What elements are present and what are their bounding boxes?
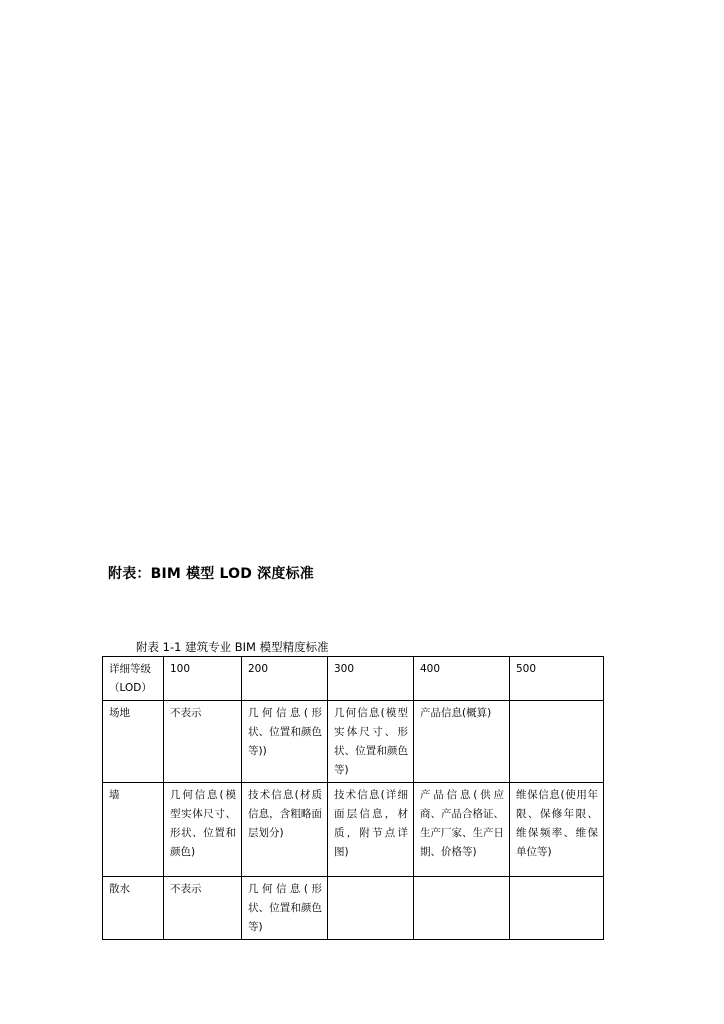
header-lod-300: 300 [328, 657, 414, 701]
table-cell: 几何信息(形状、位置和颜色等)) [242, 701, 328, 783]
table-cell: 技术信息(详细面层信息，材质，附节点详图) [328, 783, 414, 877]
table-cell [414, 877, 510, 940]
header-label-line1: 详细等级 [109, 663, 151, 675]
table-cell: 产品信息(概算) [414, 701, 510, 783]
table-cell: 产品信息(供应商、产品合格证、生产厂家、生产日期、价格等) [414, 783, 510, 877]
header-label-line2: （LOD） [109, 682, 152, 694]
table-cell: 不表示 [164, 701, 242, 783]
table-cell [510, 701, 604, 783]
header-lod-400: 400 [414, 657, 510, 701]
header-label-cell [103, 657, 164, 701]
table-cell: 技术信息(材质信息，含粗略面层划分) [242, 783, 328, 877]
table-cell [328, 877, 414, 940]
row-name-site: 场地 [103, 701, 164, 783]
header-lod-200: 200 [242, 657, 328, 701]
table-row [103, 783, 604, 877]
appendix-heading: 附表：BIM 模型 LOD 深度标准 [108, 566, 314, 582]
table-caption: 附表 1-1 建筑专业 BIM 模型精度标准 [136, 640, 329, 654]
header-lod-500: 500 [510, 657, 604, 701]
table-row [103, 701, 604, 783]
row-name-wall: 墙 [103, 783, 164, 877]
table-header-row [103, 657, 604, 701]
row-name-apron: 散水 [103, 877, 164, 940]
table-row [103, 877, 604, 940]
table-cell: 几何信息(模型实体尺寸、形状、位置和颜色等) [328, 701, 414, 783]
lod-standard-table [102, 656, 604, 940]
table-cell: 维保信息(使用年限、保修年限、维保频率、维保单位等) [510, 783, 604, 877]
header-lod-100: 100 [164, 657, 242, 701]
table-cell: 不表示 [164, 877, 242, 940]
table-cell: 几何信息(模型实体尺寸、形状、位置和颜色) [164, 783, 242, 877]
table-cell: 几何信息(形状、位置和颜色等) [242, 877, 328, 940]
table-cell [510, 877, 604, 940]
